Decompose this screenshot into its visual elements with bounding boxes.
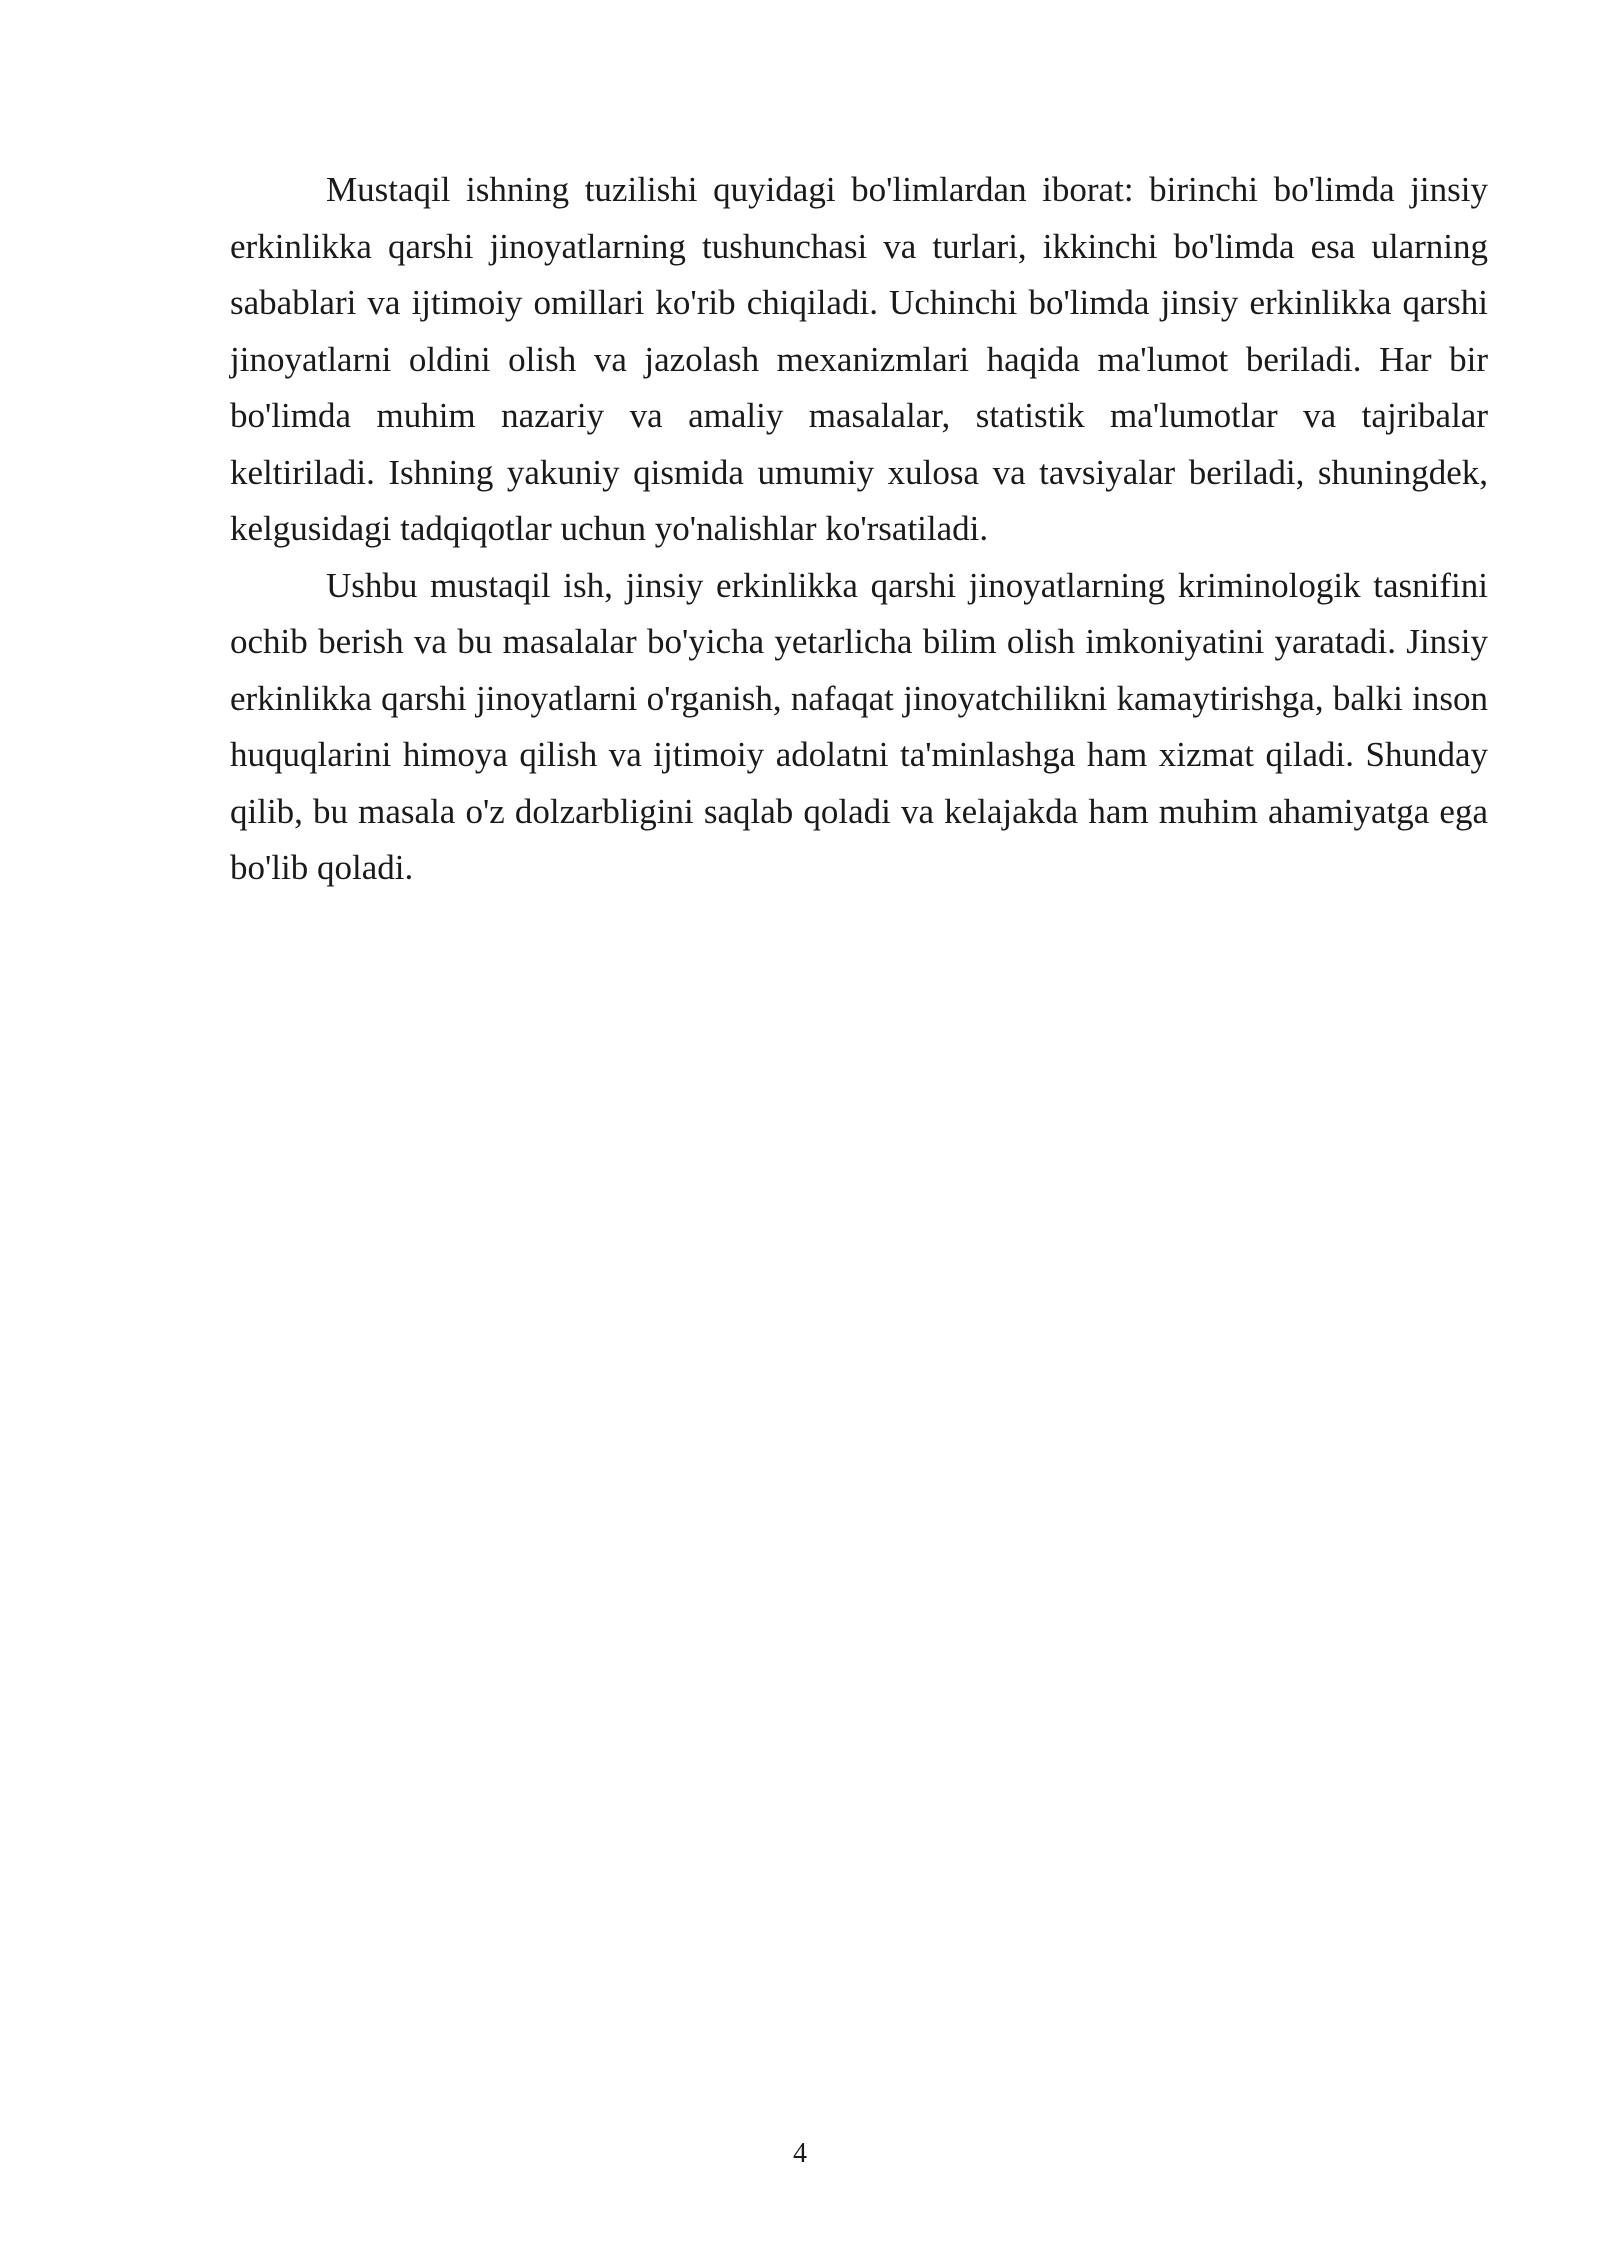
paragraph-2: Ushbu mustaqil ish, jinsiy erkinlikka qarshi jinoyatlarning kriminologik tasnifini ochib berish va bu masalalar bo'yicha yetarlicha bilim olish imkoniyatini yaratadi. Jinsiy erkinlikka qarshi jinoyatlarni o'rganish, nafaqat jinoyatchilikni kamaytirishga, balki inson huquqlarini himoya qilish va ijtimoiy adolatni ta'minlashga ham xizmat qiladi. Shunday qilib, bu masala o'z dolzarbligini saqlab qoladi va kelajakda ham muhim ahamiyatga ega bo'lib qoladi.: [230, 565, 1488, 887]
body-text: [230, 162, 1488, 897]
paragraph-1: Mustaqil ishning tuzilishi quyidagi bo'limlardan iborat: birinchi bo'limda jinsiy erkinlikka qarshi jinoyatlarning tushunchasi va turlari, ikkinchi bo'limda esa ularning sabablari va ijtimoiy omillari ko'rib chiqiladi. Uchinchi bo'limda jinsiy erkinlikka qarshi jinoyatlarni oldini olish va jazolash mexanizmlari haqida ma'lumot beriladi. Har bir bo'limda muhim nazariy va amaliy masalalar, statistik ma'lumotlar va tajribalar keltiriladi. Ishning yakuniy qismida umumiy xulosa va tavsiyalar beriladi, shuningdek, kelgusidagi tadqiqotlar uchun yo'nalishlar ko'rsatiladi.: [230, 170, 1488, 548]
page-number: 4: [793, 2138, 807, 2169]
